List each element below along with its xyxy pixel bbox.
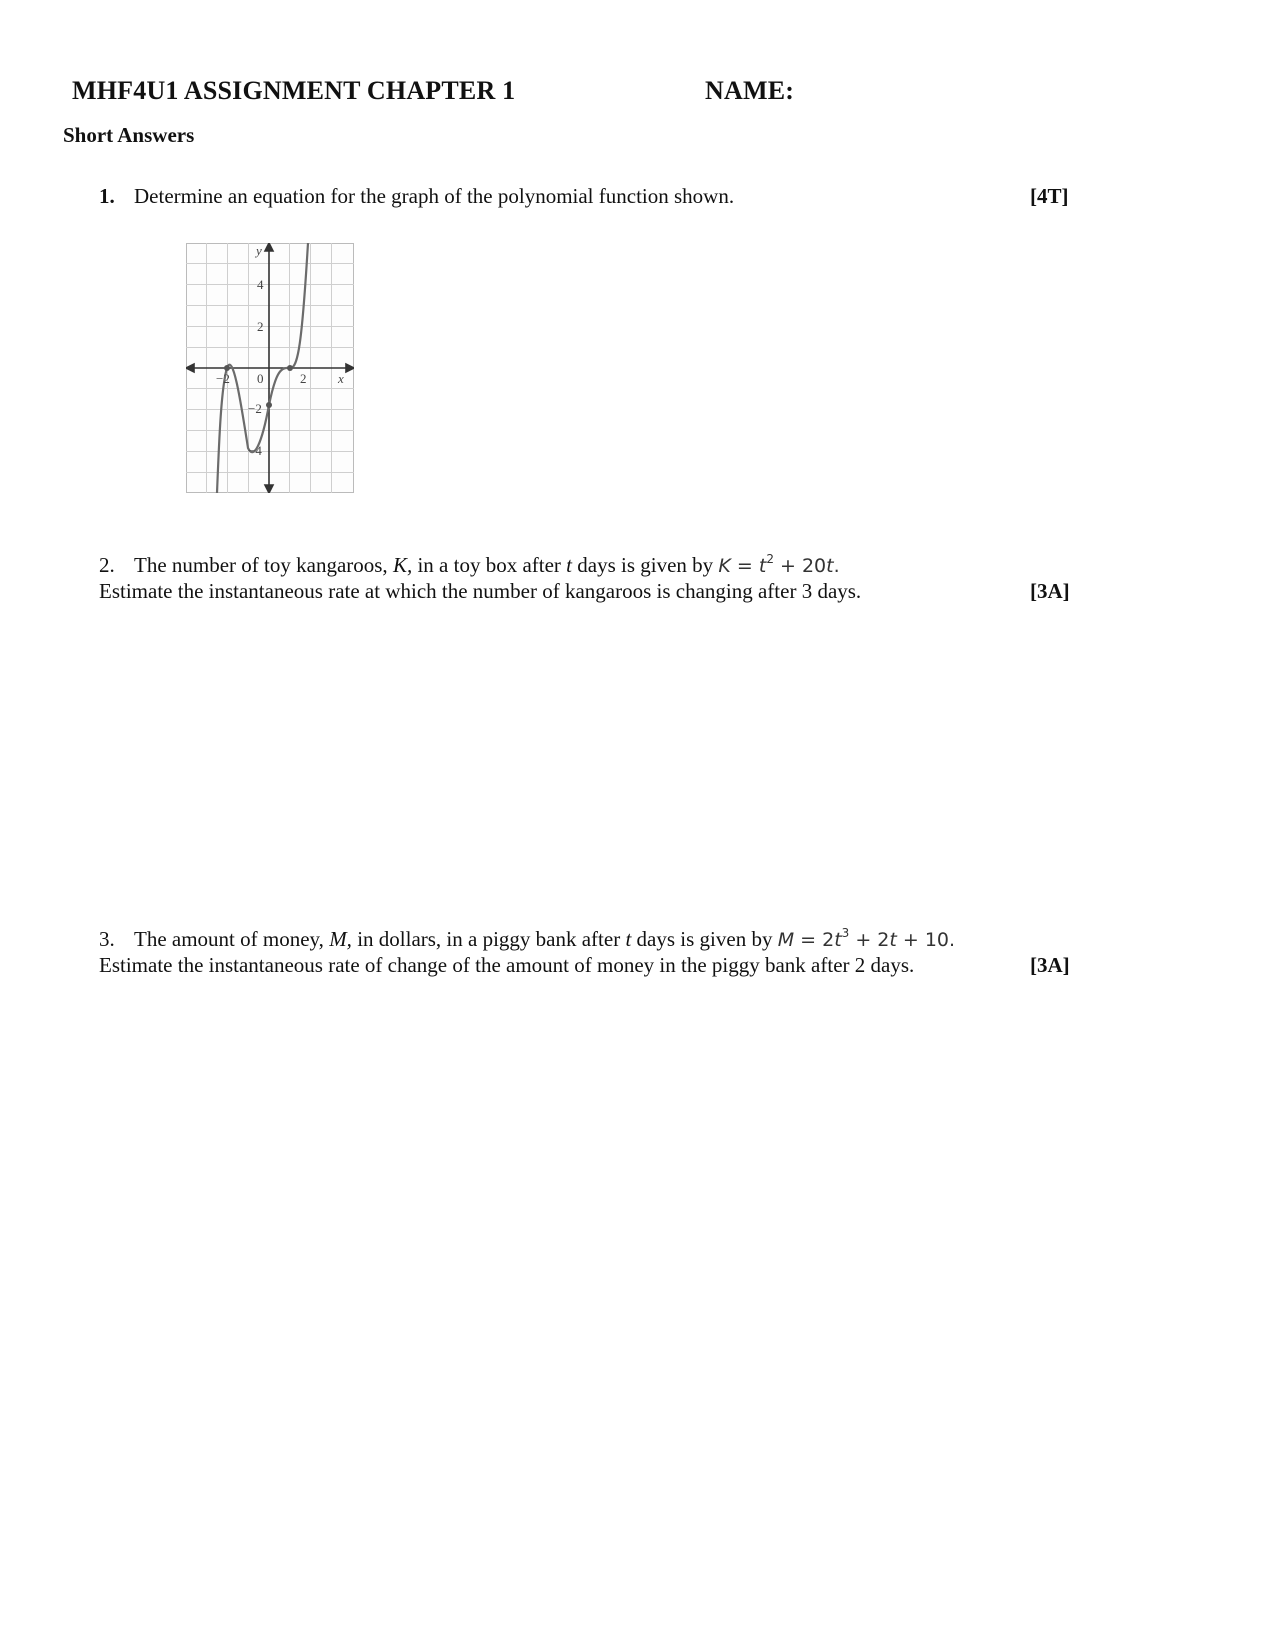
question-2-variable-k: K, (392, 553, 413, 577)
x-tick-0: 0 (257, 371, 264, 386)
y-tick-4: 4 (257, 277, 264, 292)
question-3-variable-m: M, (329, 927, 352, 951)
question-2-variable-t: t (566, 553, 572, 577)
question-2-text-after: days is given by (577, 553, 714, 577)
x-axis-label: x (338, 371, 344, 386)
question-2-number: 2. (99, 553, 115, 577)
section-title: Short Answers (63, 123, 195, 147)
question-3-marks: [3A] (1030, 953, 1070, 977)
x-tick-2: 2 (300, 371, 307, 386)
question-1-marks: [4T] (1030, 184, 1069, 208)
question-1-text: Determine an equation for the graph of the polynomial function shown. (134, 184, 735, 208)
y-tick-2: 2 (257, 319, 264, 334)
question-2-equation: $K = t^2 + 20t$. (718, 552, 840, 577)
y-tick-minus-4: −4 (248, 443, 262, 458)
question-3-variable-t: t (625, 927, 632, 951)
question-2-text-middle: in a toy box after (417, 553, 561, 577)
question-2-line-2: Estimate the instantaneous rate at which the number of kangaroos is changing after 3 days. (99, 579, 862, 603)
assignment-title: MHF4U1 ASSIGNMENT CHAPTER 1 (72, 76, 516, 105)
y-axis-label: y (256, 243, 262, 258)
y-intercept-point (266, 402, 272, 408)
question-2-marks: [3A] (1030, 579, 1070, 603)
question-1-number: 1. (99, 184, 115, 208)
question-3-text-middle: in dollars, in a piggy bank after (357, 927, 621, 951)
question-3-line-2: Estimate the instantaneous rate of change of the amount of money in the piggy bank after 2 days. (99, 953, 915, 977)
question-3-number: 3. (99, 927, 115, 951)
question-3-text-after: days is given by (636, 927, 773, 951)
root-point-zero (287, 365, 293, 371)
x-tick-minus-2: −2 (216, 371, 230, 386)
y-tick-minus-2: −2 (248, 401, 262, 416)
question-2-text-before: The number of toy kangaroos, (134, 553, 388, 577)
name-label: NAME: (705, 76, 795, 105)
question-2 (99, 553, 840, 578)
question-3-equation: $M = 2t^3 + 2t + 10$. (777, 926, 956, 951)
question-3-text-before: The amount of money, (134, 927, 324, 951)
polynomial-graph (186, 243, 354, 493)
question-1 (99, 184, 734, 209)
question-3 (99, 927, 955, 952)
